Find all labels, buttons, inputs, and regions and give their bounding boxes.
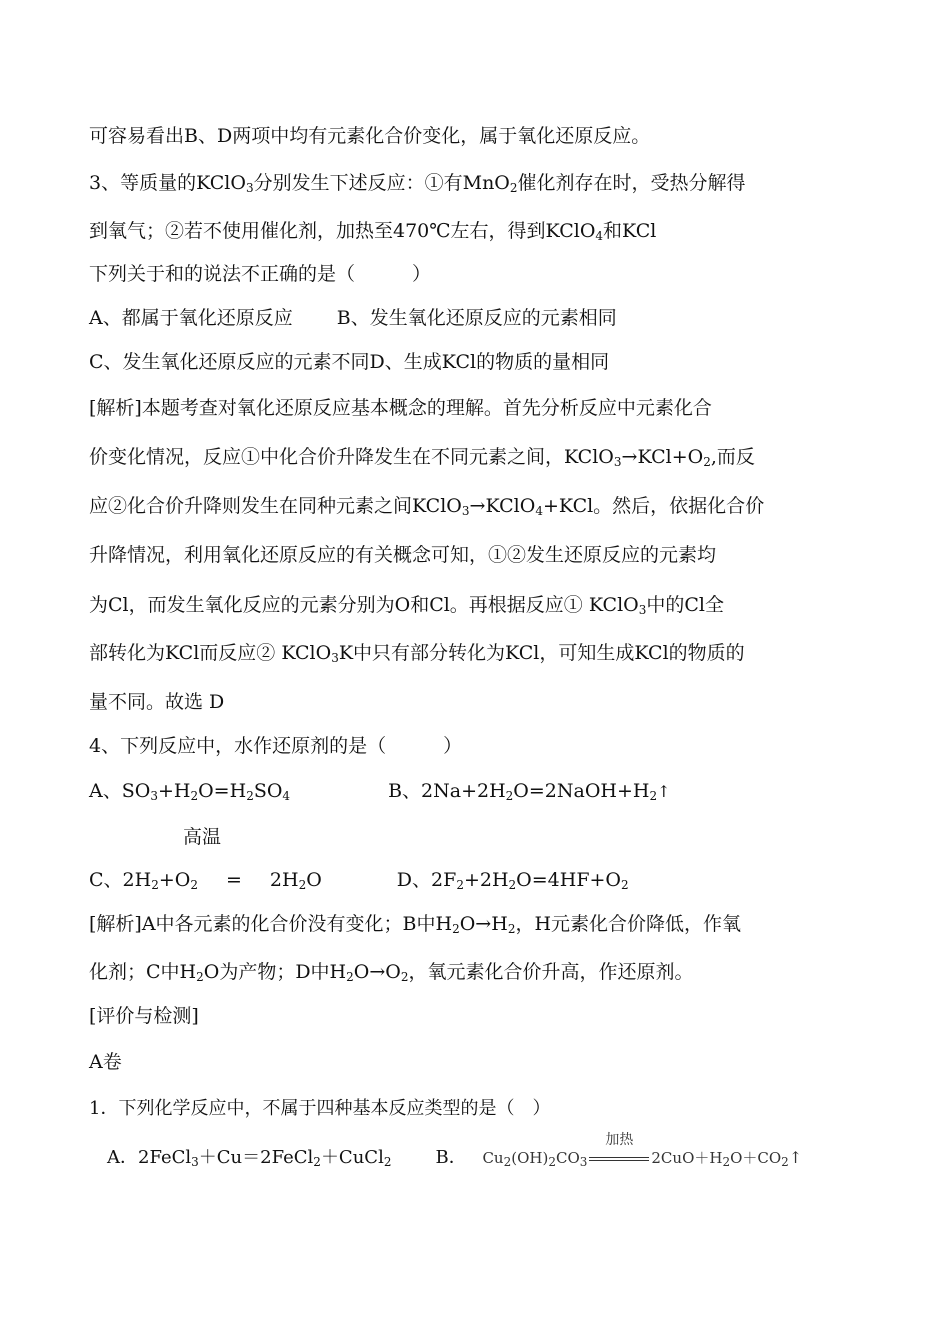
analysis-line: [解析]A中各元素的化合价没有变化；B中H2O→H2，H元素化合价降低，作氧 <box>89 913 742 936</box>
analysis-line: 化剂；C中H2O为产物；D中H2O→O2，氧元素化合价升高，作还原剂。 <box>89 961 694 984</box>
section-heading: A卷 <box>89 1051 122 1073</box>
option-line: A、SO3+H2O=H2SO4 B、2Na+2H2O=2NaOH+H2↑ <box>89 780 671 803</box>
equation-image: $Cu_2(OH)_2CO_3$ 加热 $2CuO+H_2O+CO_2↑$ <box>482 1132 803 1169</box>
reaction-condition: 高温 <box>183 826 222 848</box>
analysis-line: 应②化合价升降则发生在同种元素之间KClO3→KClO4+KCl。然后，依据化合价 <box>89 495 765 518</box>
analysis-line: 量不同。故选 D <box>89 691 225 713</box>
analysis-line: [解析]本题考查对氧化还原反应基本概念的理解。首先分析反应中元素化合 <box>89 397 712 419</box>
text-line: 可容易看出B、D两项中均有元素化合价变化，属于氧化还原反应。 <box>89 125 651 147</box>
section-heading: [评价与检测] <box>89 1005 199 1027</box>
question-3: 3、等质量的KClO3分别发生下述反应：①有MnO2催化剂存在时，受热分解得 <box>89 172 746 195</box>
question-1: 1．下列化学反应中，不属于四种基本反应类型的是（ ） <box>89 1098 551 1119</box>
text-line: 下列关于和的说法不正确的是（ ） <box>89 263 432 285</box>
option-line: A、都属于氧化还原反应 B、发生氧化还原反应的元素相同 <box>89 307 617 329</box>
analysis-line: 升降情况，利用氧化还原反应的有关概念可知，①②发生还原反应的元素均 <box>89 544 717 566</box>
option-line: A．2FeCl3＋Cu＝2FeCl2＋CuCl2 B． $Cu_2(OH)_2CO_3$ 加热 $2CuO+H_2O+CO_2↑$ <box>107 1132 803 1169</box>
text-line: 到氧气；②若不使用催化剂，加热至470℃左右，得到KClO4和KCl <box>89 220 657 243</box>
analysis-line: 部转化为KCl而反应② KClO3K中只有部分转化为KCl，可知生成KCl的物质的 <box>89 642 745 665</box>
option-line: C、2H2+O2 = 2H2O D、2F2+2H2O=4HF+O2 <box>89 869 629 892</box>
analysis-line: 为Cl，而发生氧化反应的元素分别为O和Cl。再根据反应① KClO3中的Cl全 <box>89 594 724 617</box>
question-4: 4、下列反应中，水作还原剂的是（ ） <box>89 735 463 757</box>
analysis-line: 价变化情况，反应①中化合价升降发生在不同元素之间，KClO3→KCl+O2,而反 <box>89 446 755 469</box>
option-line: C、发生氧化还原反应的元素不同D、生成KCl的物质的量相同 <box>89 351 610 373</box>
